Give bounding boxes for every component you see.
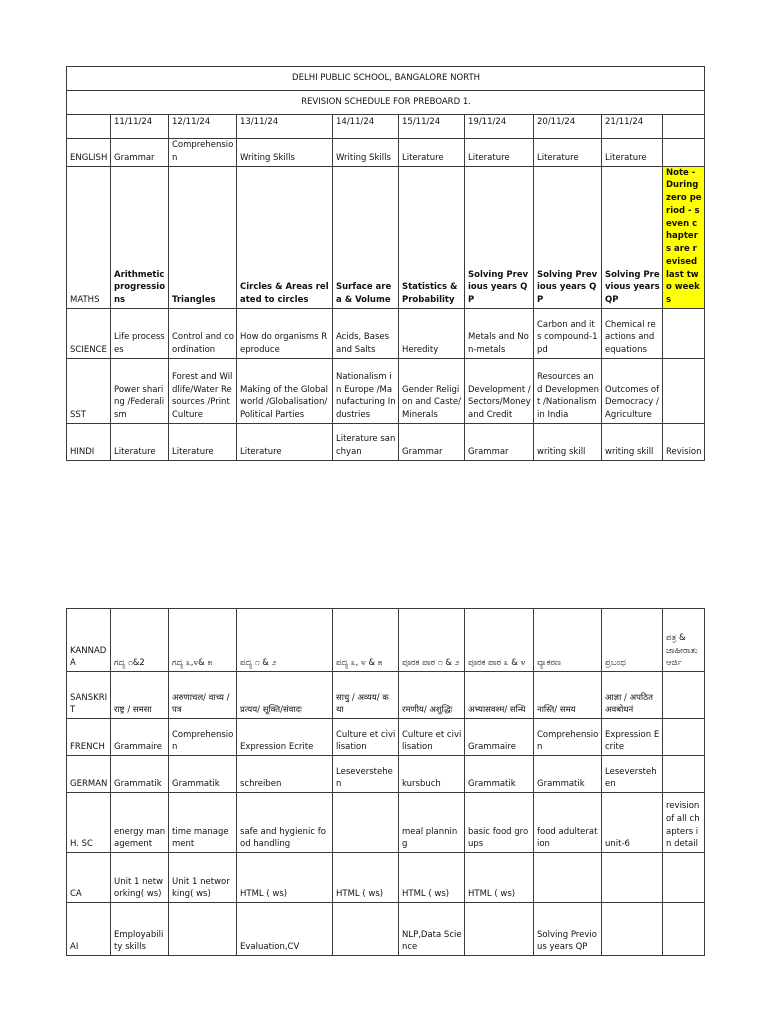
schedule-cell: Forest and Wildlife/Water Resources /Print Culture [169, 358, 237, 423]
schedule-title: REVISION SCHEDULE FOR PREBOARD 1. [67, 91, 705, 115]
subject-name: SCIENCE [67, 308, 111, 358]
schedule-cell: Revision [663, 423, 705, 460]
schedule-cell: Making of the Global world /Globalisation/Political Parties [237, 358, 333, 423]
schedule-cell: अरुणाचल/ वाच्य / पत्र [169, 672, 237, 719]
schedule-cell [465, 903, 534, 956]
schedule-cell: Acids, Bases and Salts [333, 308, 399, 358]
schedule-cell: Comprehension [534, 719, 602, 756]
schedule-cell: Circles & Areas related to circles [237, 166, 333, 308]
schedule-cell: प्रत्यय/ सूक्ति/संवादः [237, 672, 333, 719]
schedule-cell [534, 853, 602, 903]
schedule-cell: Solving Previous years QP [465, 166, 534, 308]
schedule-cell: food adulteration [534, 793, 602, 853]
schedule-cell: Comprehension [169, 719, 237, 756]
subject-row [67, 853, 705, 903]
schedule-cell: Power sharing /Federalism [111, 358, 169, 423]
subject-row [67, 903, 705, 956]
date-header-cell: 13/11/24 [237, 115, 333, 139]
schedule-cell: HTML ( ws) [237, 853, 333, 903]
schedule-cell: Unit 1 networking( ws) [111, 853, 169, 903]
subject-name: KANNADA [67, 609, 111, 672]
schedule-cell: Arithmetic progressions [111, 166, 169, 308]
date-header-cell: 15/11/24 [399, 115, 465, 139]
schedule-cell: writing skill [534, 423, 602, 460]
schedule-cell: ಪೂರಕ ಪಾಠ ೧ & ೨ [399, 609, 465, 672]
schedule-cell: Culture et civilisation [333, 719, 399, 756]
subject-row [67, 308, 705, 358]
schedule-cell: Heredity [399, 308, 465, 358]
subject-row [67, 609, 705, 672]
schedule-cell: नास्ति/ समय [534, 672, 602, 719]
schedule-cell: meal planning [399, 793, 465, 853]
date-header-cell: 19/11/24 [465, 115, 534, 139]
subject-name: GERMAN [67, 756, 111, 793]
schedule-cell: Literature [399, 139, 465, 167]
schedule-cell: ಪತ್ರ & ಜಾಹೀರಾತು ಆರ್ಜಿ [663, 609, 705, 672]
schedule-cell [333, 903, 399, 956]
subject-name: H. SC [67, 793, 111, 853]
schedule-cell: Literature sanchyan [333, 423, 399, 460]
schedule-cell: Expression Ecrite [602, 719, 663, 756]
subject-row [67, 358, 705, 423]
schedule-cell [169, 903, 237, 956]
schedule-cell [602, 853, 663, 903]
schedule-cell: time management [169, 793, 237, 853]
schedule-cell [663, 358, 705, 423]
schedule-cell: Chemical reactions and equations [602, 308, 663, 358]
schedule-cell: energy management [111, 793, 169, 853]
schedule-cell: Surface area & Volume [333, 166, 399, 308]
schedule-cell: Comprehension [169, 139, 237, 167]
schedule-cell: Grammar [111, 139, 169, 167]
schedule-cell: Resources and Development /Nationalism in India [534, 358, 602, 423]
schedule-cell: Literature [169, 423, 237, 460]
revision-schedule-table [66, 66, 705, 461]
date-header-blank [67, 115, 111, 139]
schedule-cell: Grammatik [111, 756, 169, 793]
schedule-cell: ಗದ್ಯ ೩,೪& ೫ [169, 609, 237, 672]
schedule-cell: Metals and Non-metals [465, 308, 534, 358]
schedule-cell [663, 756, 705, 793]
subject-row [67, 756, 705, 793]
subject-row [67, 793, 705, 853]
schedule-cell [663, 853, 705, 903]
date-header-cell: 14/11/24 [333, 115, 399, 139]
schedule-cell: ಪೂರಕ ಪಾಠ ೩ & ೪ [465, 609, 534, 672]
schedule-cell: Carbon and its compound-1pd [534, 308, 602, 358]
schedule-cell: Solving Previous years QP [534, 166, 602, 308]
note-cell: Note - During zero period - seven chapters are revised last two weeks [663, 166, 705, 308]
schedule-cell: ವ್ಯಾಕರಣ [534, 609, 602, 672]
schedule-cell: How do organisms Reproduce [237, 308, 333, 358]
schedule-cell: Evaluation,CV [237, 903, 333, 956]
schedule-cell: आज्ञा / अपठित अवबोधनं [602, 672, 663, 719]
schedule-cell: Culture et civilisation [399, 719, 465, 756]
schedule-cell: ಪದ್ಯ ೩, ೪ & ೫ [333, 609, 399, 672]
schedule-cell: Leseverstehen [333, 756, 399, 793]
schedule-cell: Expression Ecrite [237, 719, 333, 756]
schedule-cell: साधु / अव्यय/ कथा [333, 672, 399, 719]
schedule-cell: Literature [602, 139, 663, 167]
schedule-cell: safe and hygienic food handling [237, 793, 333, 853]
schedule-cell: Grammaire [465, 719, 534, 756]
schedule-cell: HTML ( ws) [333, 853, 399, 903]
subject-name: CA [67, 853, 111, 903]
subject-name: SST [67, 358, 111, 423]
schedule-cell: HTML ( ws) [465, 853, 534, 903]
subject-row [67, 139, 705, 167]
schedule-cell: revision of all chapters in detail [663, 793, 705, 853]
schedule-cell: राष्ट्र / समसा [111, 672, 169, 719]
schedule-cell: Literature [111, 423, 169, 460]
language-schedule-table [66, 608, 705, 956]
schedule-cell: Control and coordination [169, 308, 237, 358]
schedule-cell: Grammaire [111, 719, 169, 756]
schedule-cell: Literature [534, 139, 602, 167]
schedule-cell: HTML ( ws) [399, 853, 465, 903]
schedule-cell: Grammatik [465, 756, 534, 793]
schedule-cell [663, 139, 705, 167]
schedule-cell: ಪ್ರಬಂಧ [602, 609, 663, 672]
subject-row [67, 672, 705, 719]
subject-name: SANSKRIT [67, 672, 111, 719]
schedule-cell: अभ्यासवश्म/ सन्धि [465, 672, 534, 719]
date-header-cell [663, 115, 705, 139]
date-header-cell: 12/11/24 [169, 115, 237, 139]
subject-name: HINDI [67, 423, 111, 460]
schedule-cell: Grammar [465, 423, 534, 460]
schedule-cell: Outcomes of Democracy /Agriculture [602, 358, 663, 423]
schedule-cell: Life processes [111, 308, 169, 358]
schedule-cell: basic food groups [465, 793, 534, 853]
schedule-cell: रमणीय/ अशुद्धिः [399, 672, 465, 719]
schedule-cell: unit-6 [602, 793, 663, 853]
schedule-cell: Gender Religion and Caste/Minerals [399, 358, 465, 423]
schedule-cell: schreiben [237, 756, 333, 793]
schedule-cell [663, 903, 705, 956]
subject-row [67, 719, 705, 756]
schedule-cell: NLP,Data Science [399, 903, 465, 956]
schedule-cell: Grammatik [534, 756, 602, 793]
schedule-cell: Literature [237, 423, 333, 460]
schedule-cell: kursbuch [399, 756, 465, 793]
schedule-cell [602, 903, 663, 956]
subject-row [67, 166, 705, 308]
subject-name: AI [67, 903, 111, 956]
subject-name: MATHS [67, 166, 111, 308]
subject-row [67, 423, 705, 460]
schedule-cell: Grammar [399, 423, 465, 460]
date-header-row [67, 115, 705, 139]
date-header-cell: 21/11/24 [602, 115, 663, 139]
schedule-cell: Grammatik [169, 756, 237, 793]
schedule-cell [663, 308, 705, 358]
schedule-cell: Leseverstehen [602, 756, 663, 793]
subject-name: ENGLISH [67, 139, 111, 167]
schedule-cell: writing skill [602, 423, 663, 460]
schedule-cell [663, 719, 705, 756]
schedule-cell: Unit 1 networking( ws) [169, 853, 237, 903]
subject-name: FRENCH [67, 719, 111, 756]
date-header-cell: 20/11/24 [534, 115, 602, 139]
schedule-cell: ಗದ್ಯ ೧&2 [111, 609, 169, 672]
schedule-cell: Nationalism in Europe /Manufacturing Industries [333, 358, 399, 423]
schedule-cell: Employability skills [111, 903, 169, 956]
schedule-cell: Triangles [169, 166, 237, 308]
schedule-cell: ಪದ್ಯ ೧ & ೨ [237, 609, 333, 672]
school-name: DELHI PUBLIC SCHOOL, BANGALORE NORTH [67, 67, 705, 91]
schedule-cell: Solving Previous years QP [602, 166, 663, 308]
schedule-cell [663, 672, 705, 719]
schedule-cell: Solving Previous years QP [534, 903, 602, 956]
schedule-cell: Development /Sectors/Money and Credit [465, 358, 534, 423]
schedule-cell: Writing Skills [333, 139, 399, 167]
schedule-cell: Literature [465, 139, 534, 167]
schedule-cell: Statistics & Probability [399, 166, 465, 308]
date-header-cell: 11/11/24 [111, 115, 169, 139]
schedule-cell [333, 793, 399, 853]
schedule-cell: Writing Skills [237, 139, 333, 167]
